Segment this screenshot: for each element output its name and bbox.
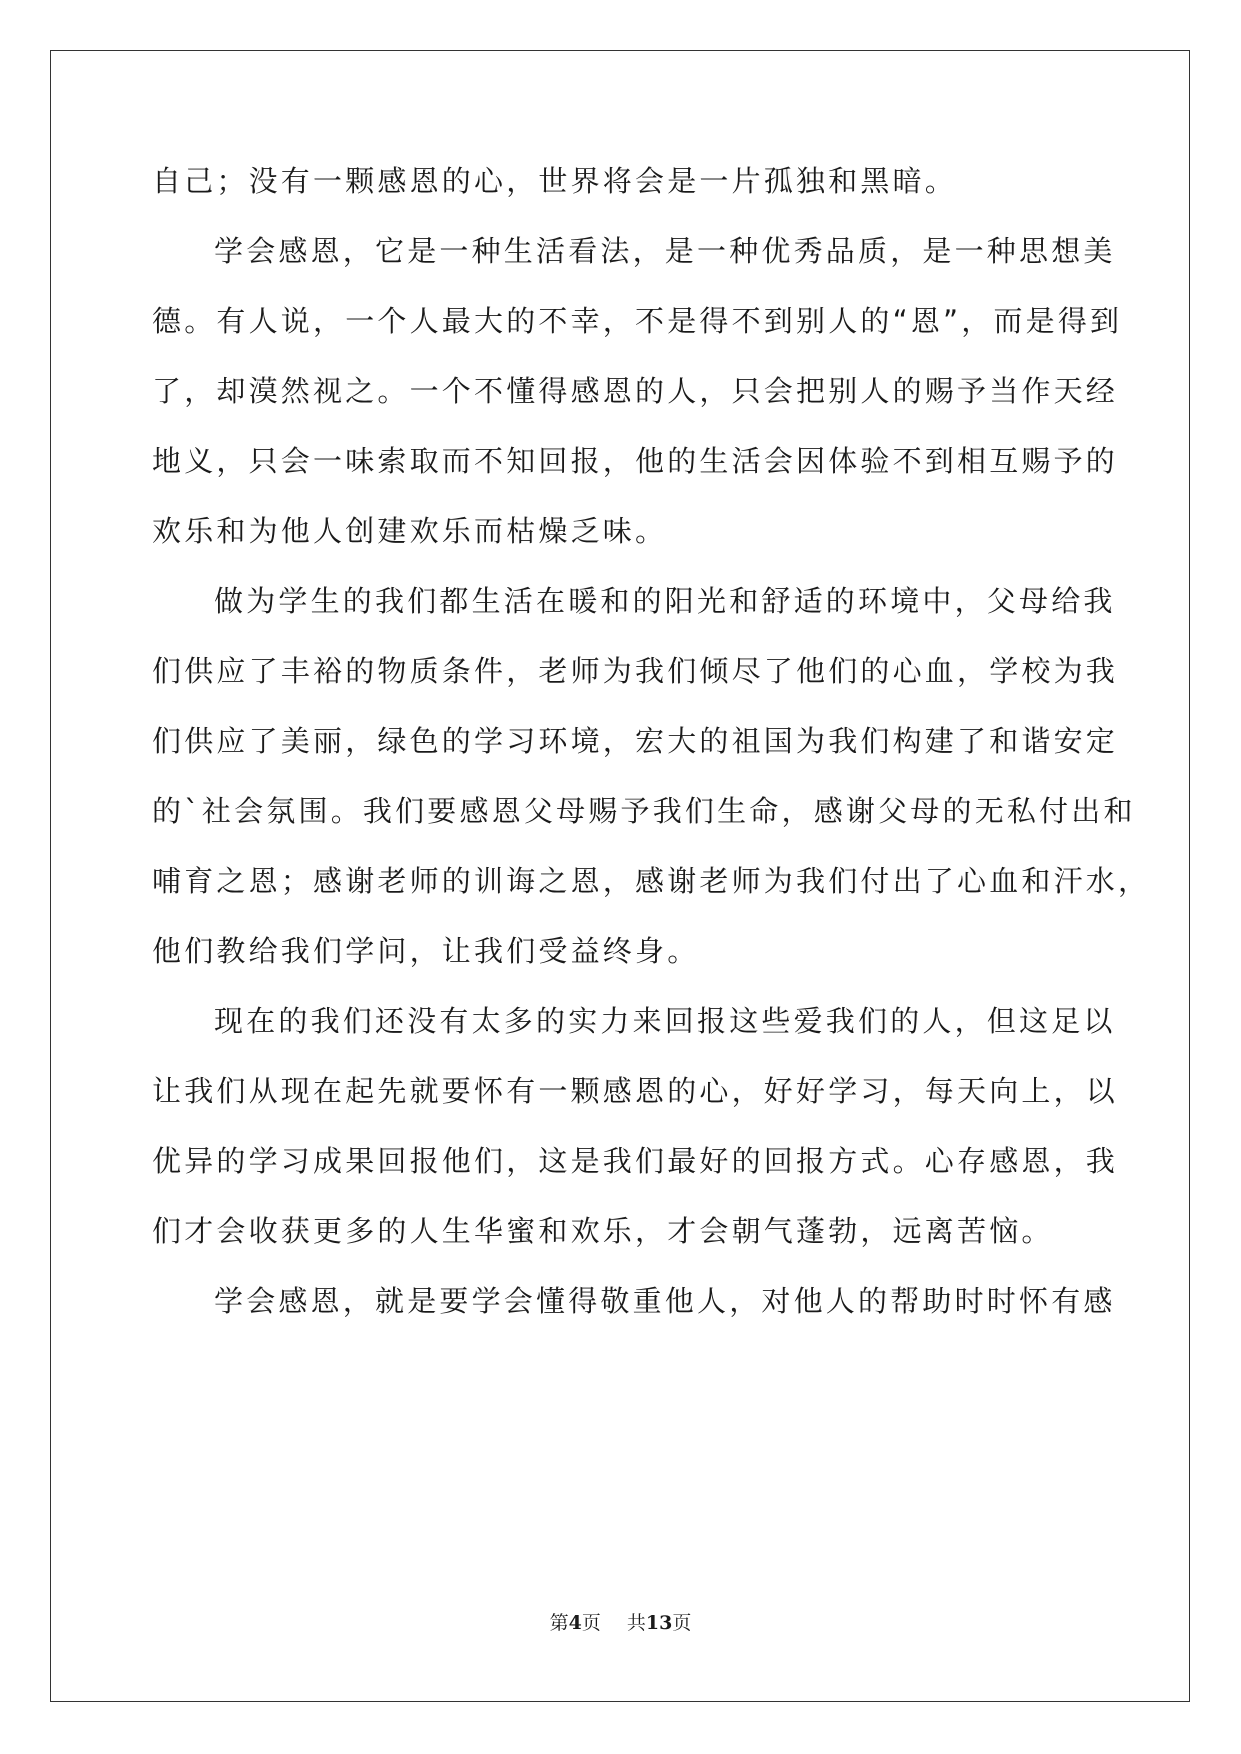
document-body <box>152 146 1151 1336</box>
footer-total-pages: 13 <box>645 1612 673 1634</box>
footer-page-prefix: 第 <box>549 1612 569 1634</box>
footer-total-prefix: 共 <box>626 1612 646 1634</box>
text-line: 优异的学习成果回报他们，这是我们最好的回报方式。心存感恩，我 <box>152 1144 1119 1178</box>
text-line: 自己；没有一颗感恩的心，世界将会是一片孤独和黑暗。 <box>152 164 958 198</box>
text-line: 让我们从现在起先就要怀有一颗感恩的心，好好学习，每天向上，以 <box>152 1074 1119 1108</box>
text-line: 现在的我们还没有太多的实力来回报这些爱我们的人，但这足以 <box>214 1004 1116 1038</box>
text-line: 学会感恩，它是一种生活看法，是一种优秀品质，是一种思想美 <box>214 234 1116 268</box>
text-line: 学会感恩，就是要学会懂得敬重他人，对他人的帮助时时怀有感 <box>214 1284 1116 1318</box>
text-line: 德。有人说，一个人最大的不幸，不是得不到别人的“恩”，而是得到 <box>152 304 1123 338</box>
footer-page-number: 4 <box>568 1612 582 1634</box>
text-line: 欢乐和为他人创建欢乐而枯燥乏味。 <box>152 514 668 548</box>
text-line: 们才会收获更多的人生华蜜和欢乐，才会朝气蓬勃，远离苦恼。 <box>152 1214 1054 1248</box>
page-footer <box>0 1608 1241 1635</box>
text-line: 地义，只会一味索取而不知回报，他的生活会因体验不到相互赐予的 <box>152 444 1119 478</box>
text-line: 哺育之恩；感谢老师的训诲之恩，感谢老师为我们付出了心血和汗水， <box>152 864 1151 898</box>
text-line: 了，却漠然视之。一个不懂得感恩的人，只会把别人的赐予当作天经 <box>152 374 1119 408</box>
text-line: 们供应了美丽，绿色的学习环境，宏大的祖国为我们构建了和谐安定 <box>152 724 1119 758</box>
text-line: 做为学生的我们都生活在暖和的阳光和舒适的环境中，父母给我 <box>214 584 1116 618</box>
footer-total-suffix: 页 <box>672 1612 692 1634</box>
text-line: 们供应了丰裕的物质条件，老师为我们倾尽了他们的心血，学校为我 <box>152 654 1119 688</box>
text-line: 的`社会氛围。我们要感恩父母赐予我们生命，感谢父母的无私付出和 <box>152 794 1136 828</box>
text-line: 他们教给我们学问，让我们受益终身。 <box>152 934 700 968</box>
footer-page-suffix: 页 <box>581 1612 601 1634</box>
